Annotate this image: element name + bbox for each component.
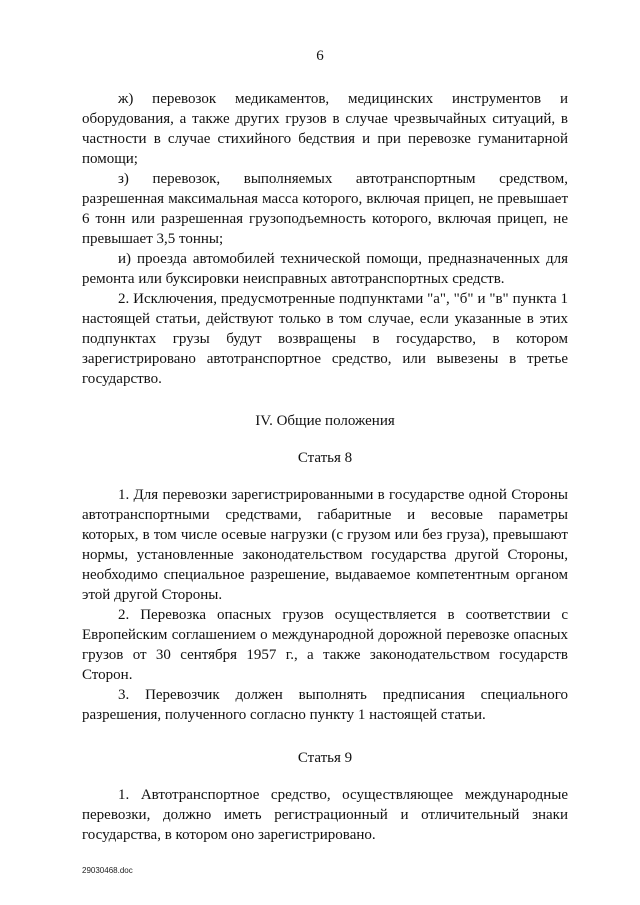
paragraph-z: з) перевозок, выполняемых автотранспортным средством, разрешенная максимальная масса которого, включая прицеп, не превышает 6 тонн или разрешенная грузоподъемность которого, включая прицеп, не превышает 3,5 тонны; xyxy=(82,171,568,247)
footer-filename: 29030468.doc xyxy=(82,866,133,875)
paragraph-i: и) проезда автомобилей технической помощи, предназначенных для ремонта или буксировки неисправных автотранспортных средств. xyxy=(82,251,568,287)
page-number: 6 xyxy=(316,48,324,64)
article-8-paragraph-2: 2. Перевозка опасных грузов осуществляется в соответствии с Европейским соглашением о международной дорожной перевозке опасных грузов от 30 сентября 1957 г., а также законодательством государств Сторон. xyxy=(82,607,568,683)
article-9-heading: Статья 9 xyxy=(297,750,353,766)
article-8-paragraph-3: 3. Перевозчик должен выполнять предписания специального разрешения, полученного согласно пункту 1 настоящей статьи. xyxy=(82,687,568,723)
paragraph-zh: ж) перевозок медикаментов, медицинских инструментов и оборудования, а также других грузов в случае чрезвычайных ситуаций, в частности в случае стихийного бедствия и при перевозке гуманитарной помощи; xyxy=(82,91,568,167)
article-9-paragraph-1: 1. Автотранспортное средство, осуществляющее международные перевозки, должно иметь регистрационный и отличительный знаки государства, в котором оно зарегистрировано. xyxy=(82,787,568,843)
article-8-paragraph-1: 1. Для перевозки зарегистрированными в государстве одной Стороны автотранспортными средствами, габаритные и весовые параметры которых, в том числе осевые нагрузки (с грузом или без груза), превышают нормы, установленные законодательством государства другой Стороны, необходимо специальное разрешение, выдаваемое компетентным органом этой другой Стороны. xyxy=(82,487,568,603)
document-body xyxy=(82,89,568,845)
article-8-heading: Статья 8 xyxy=(297,450,353,466)
section-heading: IV. Общие положения xyxy=(255,413,395,429)
paragraph-exceptions: 2. Исключения, предусмотренные подпунктами "а", "б" и "в" пункта 1 настоящей статьи, действуют только в том случае, если указанные в этих подпунктах грузы будут возвращены в государство, в котором зарегистрировано автотранспортное средство, или вывезены в третье государство. xyxy=(82,291,568,387)
